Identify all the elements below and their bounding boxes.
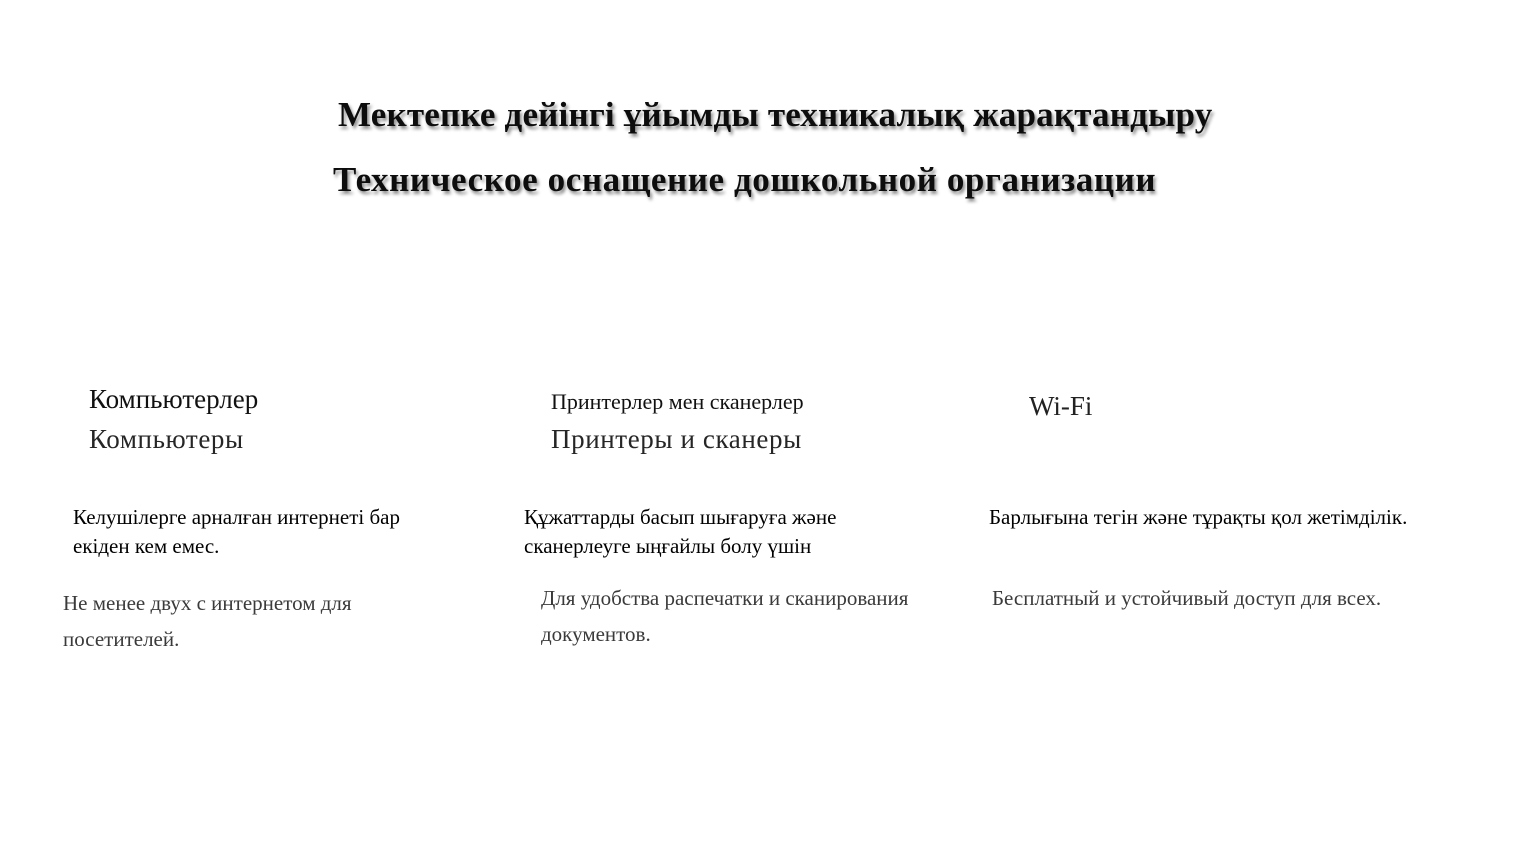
computers-description-kazakh: Келушілерге арналған интернеті бар екіден кем емес. <box>73 505 400 558</box>
wifi-heading: Wi-Fi <box>1029 391 1093 421</box>
wifi-description-russian: Бесплатный и устойчивый доступ для всех. <box>992 586 1382 610</box>
slide-title-russian: Техническое оснащение дошкольной организации <box>333 160 1157 199</box>
printers-description-kazakh: Құжаттарды басып шығаруға және сканерлеуге ыңғайлы болу үшін <box>524 505 837 558</box>
printers-heading-kazakh: Принтерлер мен сканерлер <box>551 389 804 414</box>
printers-heading-russian: Принтеры и сканеры <box>551 424 802 454</box>
slide-title-kazakh: Мектепке дейінгі ұйымды техникалық жарақтандыру <box>338 95 1213 134</box>
computers-heading-russian: Компьютеры <box>89 424 244 454</box>
computers-heading-kazakh: Компьютерлер <box>89 384 259 414</box>
computers-description-russian: Не менее двух с интернетом для посетителей. <box>63 591 352 651</box>
wifi-description-kazakh: Барлығына тегін және тұрақты қол жетімділік. <box>989 505 1408 529</box>
printers-description-russian: Для удобства распечатки и сканирования документов. <box>541 586 909 646</box>
